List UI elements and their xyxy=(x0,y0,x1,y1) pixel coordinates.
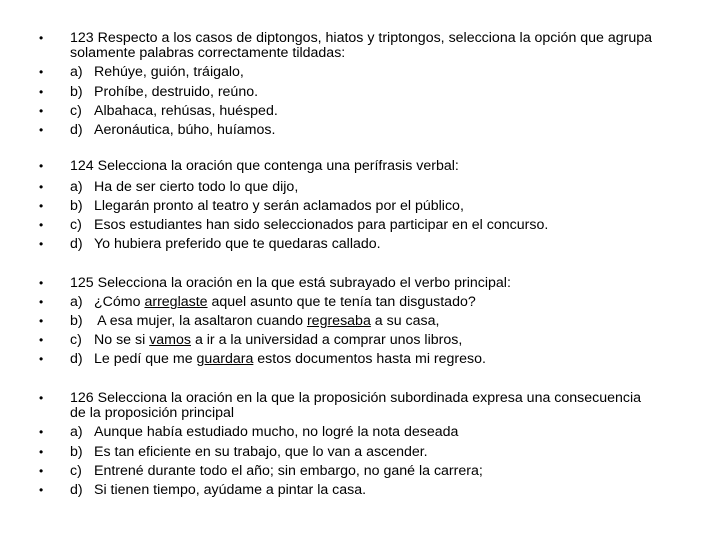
option-text: Albahaca, rehúsas, huésped. xyxy=(94,103,278,119)
option-text: Llegarán pronto al teatro y serán aclamados por el público, xyxy=(94,198,464,214)
option-text: Aeronáutica, búho, huíamos. xyxy=(94,122,276,138)
option-letter: c) xyxy=(70,332,82,348)
option-letter: b) xyxy=(70,198,83,214)
bullet: • xyxy=(39,483,44,497)
option-text-post: estos documentos hasta mi regreso. xyxy=(253,351,486,367)
bullet: • xyxy=(39,104,44,118)
option-text: Aunque había estudiado mucho, no logré la nota deseada xyxy=(94,424,459,440)
question-text: 125 Selecciona la oración en la que está subrayado el verbo principal: xyxy=(70,275,511,291)
bullet: • xyxy=(39,464,44,478)
option-text-post: a su casa, xyxy=(370,313,440,329)
bullet: • xyxy=(39,333,44,347)
option-letter: b) xyxy=(70,444,83,460)
bullet: • xyxy=(39,295,44,309)
option-text: Rehúye, guión, tráigalo, xyxy=(94,64,244,80)
option-text-pre: No se si xyxy=(94,332,150,348)
bullet: • xyxy=(39,314,44,328)
bullet: • xyxy=(39,123,44,137)
option-text: Entrené durante todo el año; sin embargo, no gané la carrera; xyxy=(94,463,483,479)
bullet: • xyxy=(39,425,44,439)
option-text: Prohíbe, destruido, reúno. xyxy=(94,84,259,100)
bullet: • xyxy=(39,199,44,213)
option-text: Ha de ser cierto todo lo que dijo, xyxy=(94,179,299,195)
bullet: • xyxy=(39,445,44,459)
option-letter: d) xyxy=(70,351,83,367)
underlined-verb: arreglaste xyxy=(144,294,208,310)
option-text: Es tan eficiente en su trabajo, que lo van a ascender. xyxy=(94,444,428,460)
bullet: • xyxy=(39,180,44,194)
underlined-verb: guardara xyxy=(196,351,254,367)
bullet: • xyxy=(39,31,44,45)
option-text: Yo hubiera preferido que te quedaras callado. xyxy=(94,236,381,252)
bullet: • xyxy=(39,85,44,99)
bullet: • xyxy=(39,65,44,79)
option-letter: a) xyxy=(70,179,83,195)
option-letter: b) xyxy=(70,84,83,100)
option-text-post: aquel asunto que te tenía tan disgustado? xyxy=(207,294,476,310)
question-text-cont: de la proposición principal xyxy=(70,405,235,421)
option-text-post: a ir a la universidad a comprar unos libros, xyxy=(191,332,463,348)
option-text-pre: A esa mujer, la asaltaron cuando xyxy=(94,313,307,329)
option-letter: c) xyxy=(70,463,82,479)
underlined-verb: vamos xyxy=(149,332,191,348)
option-letter: a) xyxy=(70,424,83,440)
option-text: Esos estudiantes han sido seleccionados para participar en el concurso. xyxy=(94,217,549,233)
bullet: • xyxy=(39,391,44,405)
underlined-verb: regresaba xyxy=(306,313,371,329)
option-letter: a) xyxy=(70,294,83,310)
option-letter: d) xyxy=(70,482,83,498)
question-text: 126 Selecciona la oración en la que la proposición subordinada expresa una consecuencia xyxy=(70,390,642,406)
bullet: • xyxy=(39,218,44,232)
bullet: • xyxy=(39,159,44,173)
option-letter: a) xyxy=(70,64,83,80)
bullet: • xyxy=(39,276,44,290)
option-text-pre: Le pedí que me xyxy=(94,351,197,367)
option-text: Si tienen tiempo, ayúdame a pintar la casa. xyxy=(94,482,367,498)
question-text: 123 Respecto a los casos de diptongos, hiatos y triptongos, selecciona la opción que agrupa xyxy=(70,30,653,46)
option-letter: b) xyxy=(70,313,83,329)
question-text: 124 Selecciona la oración que contenga una perífrasis verbal: xyxy=(70,158,459,174)
bullet: • xyxy=(39,237,44,251)
option-text-pre: ¿Cómo xyxy=(94,294,145,310)
option-letter: c) xyxy=(70,217,82,233)
question-text-cont: solamente palabras correctamente tildadas: xyxy=(70,45,346,61)
bullet: • xyxy=(39,352,44,366)
option-letter: c) xyxy=(70,103,82,119)
option-letter: d) xyxy=(70,122,83,138)
option-letter: d) xyxy=(70,236,83,252)
